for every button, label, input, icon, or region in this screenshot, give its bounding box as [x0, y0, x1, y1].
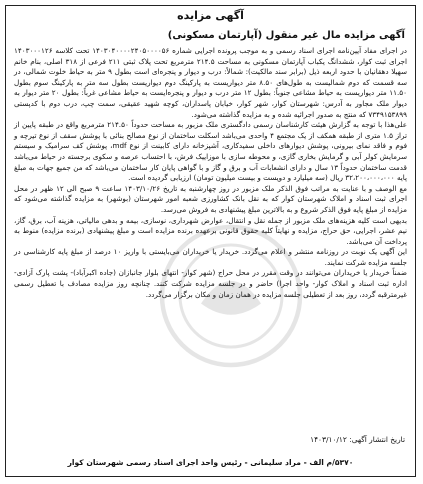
paragraph-publication: این آگهی یک نوبت در روزنامه منتشر و اعلام می‌گردد. خریدار یا خریداران می‌بایستی با واریز ۱۰ درصد از مبلغ پایه کارشناسی در جلسه مزایده شرکت نمایند. — [14, 247, 407, 267]
paragraph-auction-schedule: مع الوصف و با عنایت به مراتب فوق الذکر ملک مزبور در روز چهارشنبه به تاریخ ۱۴۰۳/۱۰/۲۶ ساعت ۹ صبح الی ۱۲ ظهر در محل اجرای ثبت اسناد و املاک شهرستان کوار که به نقل بانک کشاورزی شعبه امور شهرستان (بوشهر) به مزایده گذاشته می‌شود که مزایده از مبلغ پایه فوق الذکر شروع و به بالاترین مبلغ پیشنهادی به فروش می‌رسد. — [14, 183, 408, 214]
notice-heading: آگهی مزایده مال غیر منقول (آپارتمان مسکونی) — [167, 30, 405, 41]
paragraph-costs: بدیهی است کلیه هزینه‌های ملک مزبور از جمله نقل و انتقال، عوارض شهرداری، نوسازی، بیمه و بدهی مالیاتی، هزینه آب، برق، گاز، نیم عشر، اجرایی، حق حراج، مزایده و نهایتاً کلیه حقوق قانونی برعهده برنده مزایده است و مبلغ پیشنهادی (برنده مزایده) منوط به پرداخت آن می‌باشد. — [14, 215, 407, 246]
paragraph-expert-report: علی‌هذا با توجه به گزارش هیئت کارشناسان رسمی دادگستری ملک مزبور به مساحت حدوداً ۲۱۴.۵۰ مترمربع واقع در طبقه پایین از تراز ۱.۵ متری از طبقه همکف از یک مجتمع ۴ واحدی می‌باشد اسکلت ساختمان از نوع مصالح بنائی با پوشش سقف از نوع تیرچه و فوم و فاقد نمای بیرونی، پوشش دیوارهای داخلی سفیدکاری، آشپزخانه دارای کابینت از نوع mdf، پوشش کف سرامیک و سیستم سرمایش کولر آبی و گرمایش بخاری گازی، و محوطه سازی با موزاییک فرش، با احتساب عرصه و سکوی برجسته در حیاط می‌باشد قدمت ساختمان حدوداً ۱۳ سال و دارای انشعابات آب و برق و گاز و با گواهی پایان کار ساختمان می‌باشد که من جمیع جهات به مبلغ پایه ۳۲،۲۰۰،۰۰۰،۰۰۰ ریال (سه میلیارد و دویست و بیست میلیون تومان) ارزیابی گردیده است. — [14, 120, 408, 183]
paragraph-property-description: در اجرای مفاد آیین‌نامه اجرای اسناد رسمی و به موجب پرونده اجرایی شماره ۱۴۰۳۰۴۰۰۰۰۲۴۰۵۰۰۰۰۵۶ تحت کلاسه ۱۴۰۳۰۰۰۱۲۶ اجرای ثبت کوار، ششدانگ یکباب آپارتمان مسکونی به مساحت ۲۱۴.۵ مترمربع تحت پلاک ثبتی ۲۱۱ فرعی از ۳۱۸ اصلی، بنام خانم سهیلا دهقانیان با حدود اربعه ذیل (برابر سند مالکیت): شمالاً: درب و دیوار و پنجره‌ای است بطول ۹ متر به حیاط خلوت شمالی، در سه قسمت که دوم شمالیست به طول‌های ۸.۵۰ متر دیواریست به پارکینگ دوم دیواریست بطول سه متر به پارکینگ سوم بطول ۱۱.۵۰ متر دیواریست به حیاط مشاعی جنوباً: بطول ۱۲ متر درب و دیوار و پنجره‌ایست به حیاط مشاعی غرباً: بطول ۲۰ متر دیوار به دیوار ملک مجاور به آدرس: شهرستان کوار، شهر کوار، خیابان پاسداران، کوچه شهید عقیقی، سمت چپ، درب دوم با کدپستی ۷۳۴۹۱۵۳۸۹۹ که منتج به صدور اجرائیه شده و به مزایده گذاشته می‌شود. — [14, 46, 408, 119]
notice-frame — [5, 5, 416, 477]
notice-body — [14, 46, 407, 300]
signature-line: ۵۳۷۰/م الف - مراد سلیمانی - رئیس واحد اجرای اسناد رسمی شهرستان کوار — [67, 458, 354, 467]
publish-date: تاریخ انتشار آگهی: ۱۴۰۳/۱۰/۱۲ — [310, 435, 405, 444]
paragraph-location: ضمناً خریدار یا خریداران می‌توانند در وقت مقرر در محل حراج (شهر کوار- انتهای بلوار جانبازان (جاده اکبرآباد)- پشت پارک آزادی- اداره ثبت اسناد و املاک کوار- واحد اجرا) حاضر و در جلسه مزایده شرکت کنند. چنانچه روز مزایده مصادف با تعطیل رسمی غیرمترقبه گردد، روز بعد از تعطیلی جلسه مزایده در همان زمان و مکان برگزار می‌گردد. — [14, 268, 407, 299]
notice-title: آگهی مزایده — [177, 9, 244, 22]
